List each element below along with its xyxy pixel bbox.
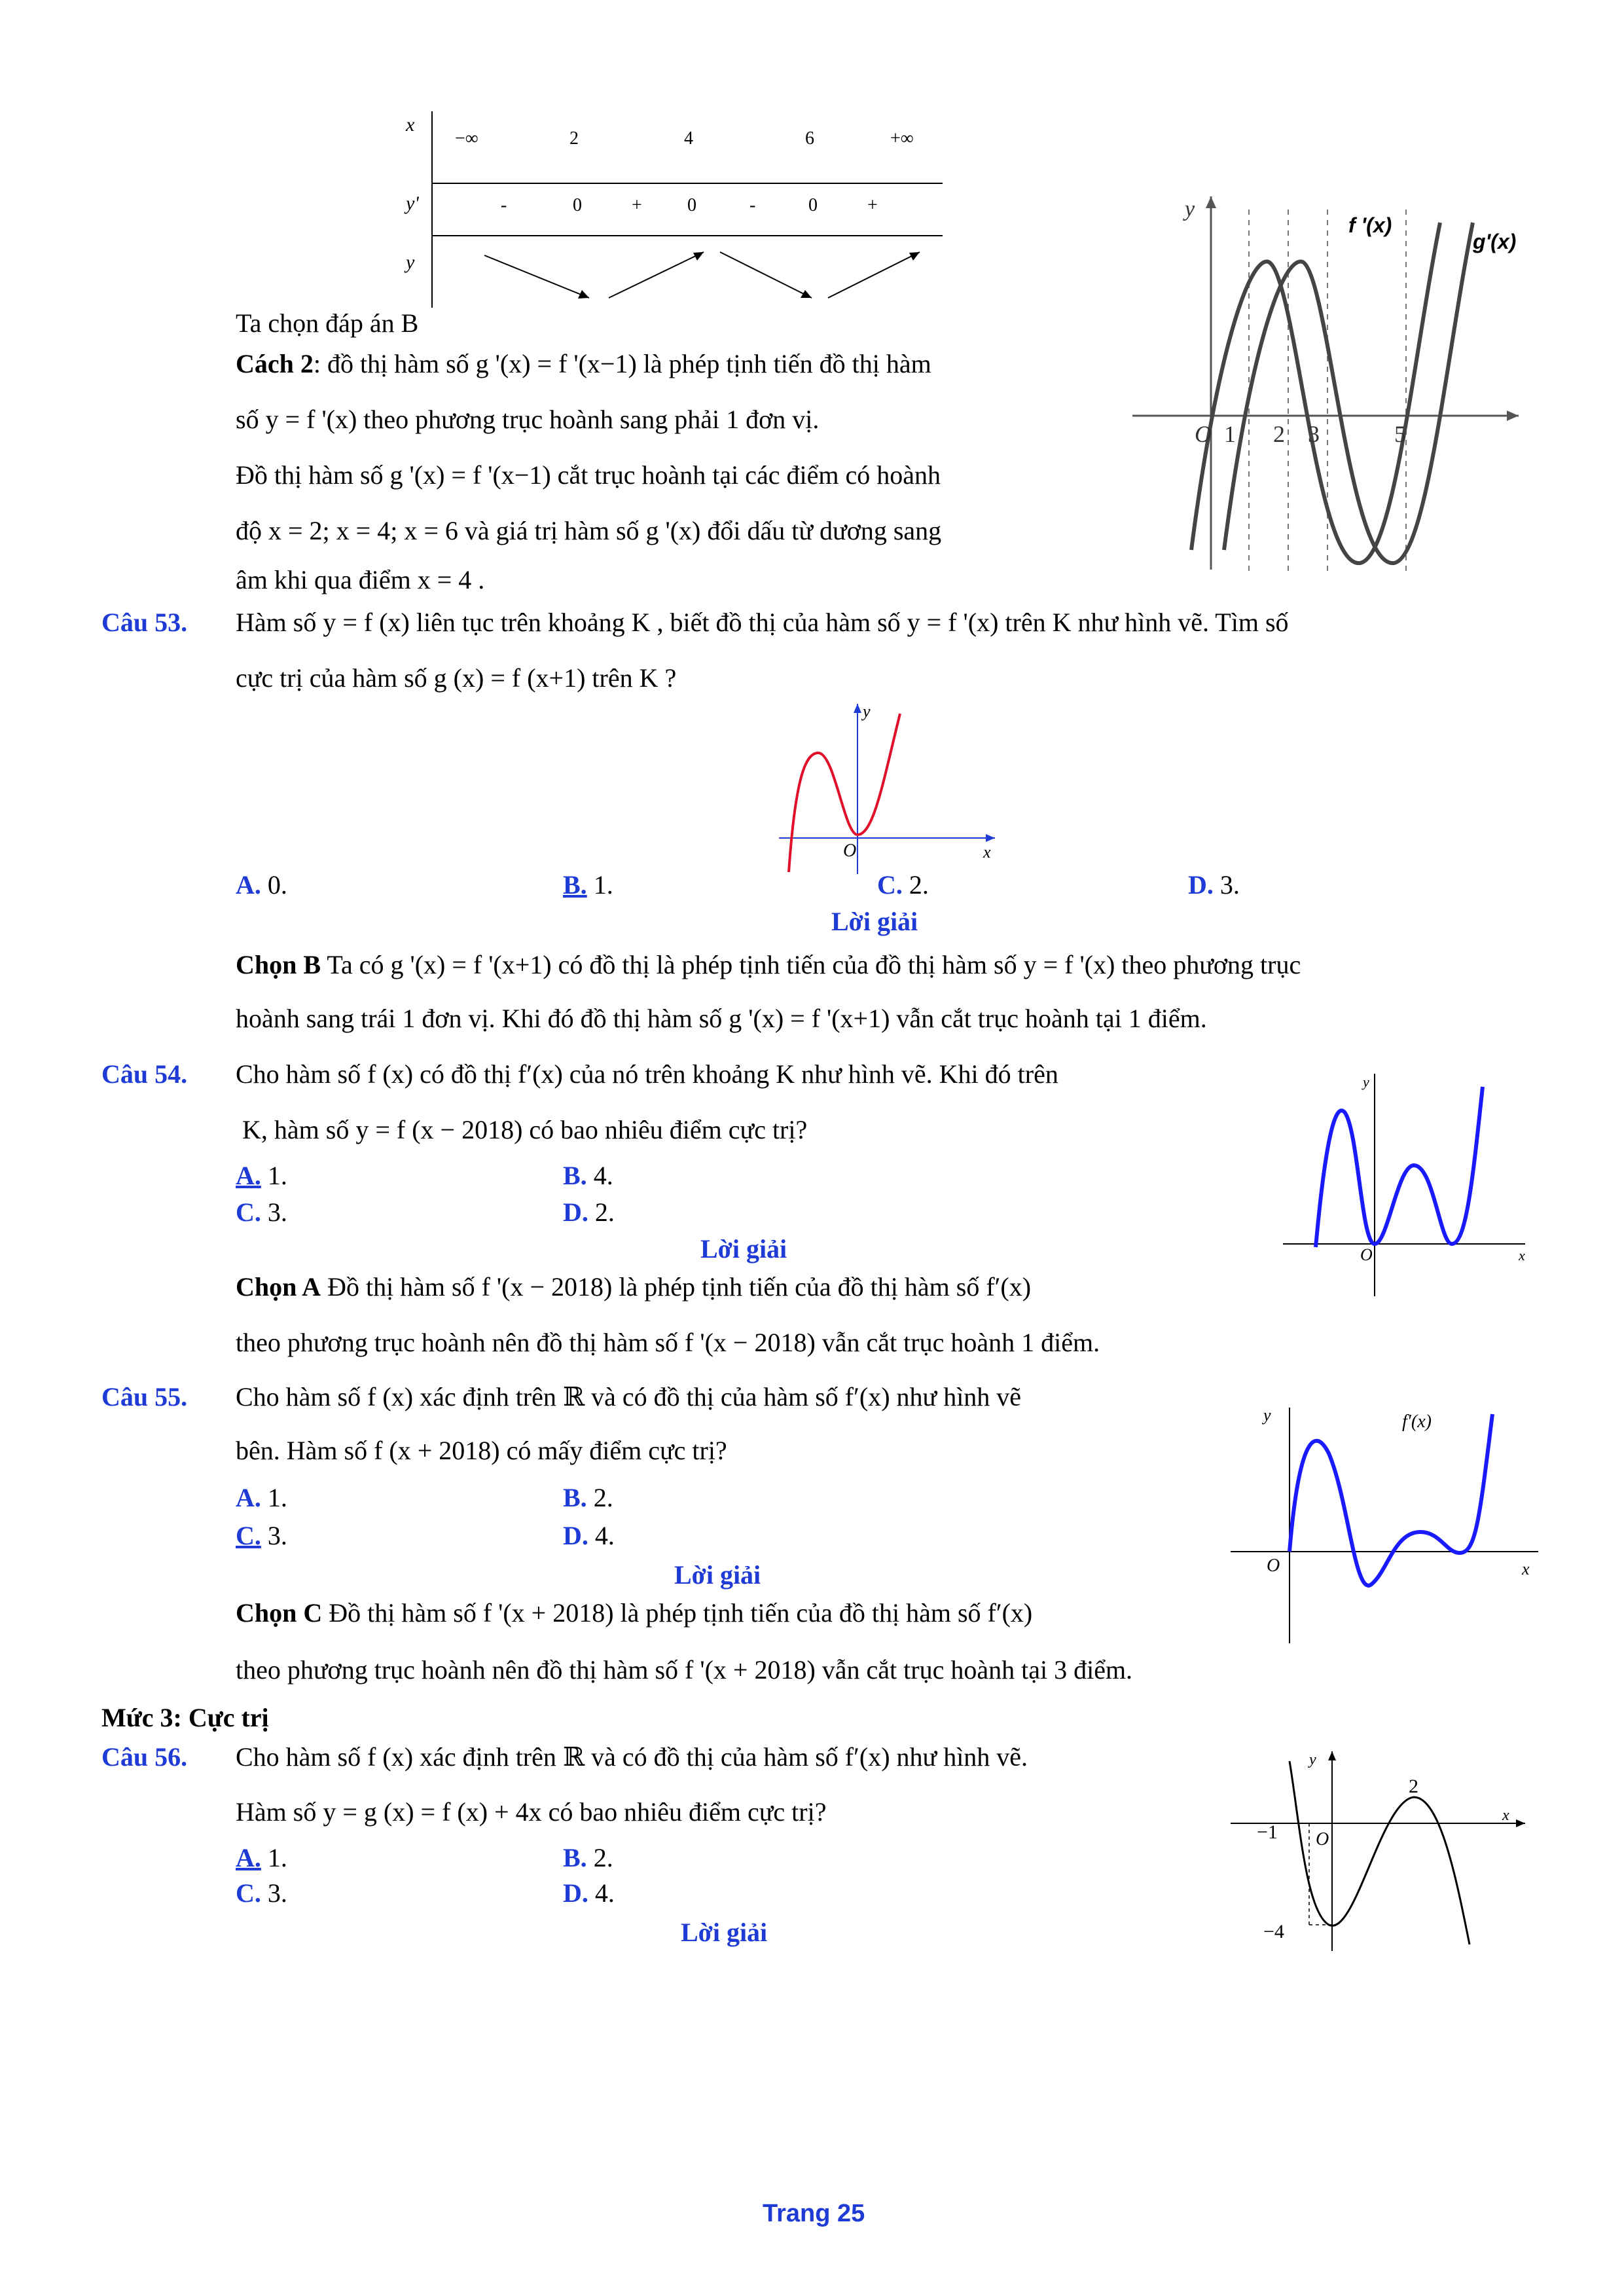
q53-graph-y: y bbox=[863, 702, 871, 721]
q56-option-b-text: 2. bbox=[586, 1843, 613, 1872]
q55-solution-line2: theo phương trục hoành nên đồ thị hàm số f '(x + 2018) vẫn cắt trục hoành tại 3 điểm. bbox=[236, 1655, 1133, 1685]
q53-option-a bbox=[236, 868, 287, 902]
q53-solution-text1: Ta có g '(x) = f '(x+1) có đồ thị là phép tịnh tiến của đồ thị hàm số y = f '(x) theo phương trục bbox=[321, 950, 1301, 979]
q54-line1: Cho hàm số f (x) có đồ thị f′(x) của nó trên khoảng K như hình vẽ. Khi đó trên bbox=[236, 1059, 1058, 1089]
table-sign-4: - bbox=[749, 195, 756, 215]
q55-option-a bbox=[236, 1481, 287, 1515]
table-yprime-label: y' bbox=[406, 192, 419, 214]
q56-option-a-text: 1. bbox=[261, 1843, 287, 1872]
q54-graph bbox=[1283, 1074, 1532, 1303]
q55-solution-text1: Đồ thị hàm số f '(x + 2018) là phép tịnh tiến của đồ thị hàm số f′(x) bbox=[322, 1598, 1033, 1628]
intro-line5: âm khi qua điểm x = 4 . bbox=[236, 565, 485, 594]
q54-option-a-key: A. bbox=[236, 1161, 261, 1190]
q53-line2: cực trị của hàm số g (x) = f (x+1) trên K ? bbox=[236, 663, 677, 693]
q55-option-b-text: 2. bbox=[586, 1483, 613, 1512]
cach2-text: : đồ thị hàm số g '(x) = f '(x−1) là phép tịnh tiến đồ thị hàm bbox=[313, 349, 931, 378]
arrow-down-1 bbox=[484, 255, 589, 298]
q53-graph bbox=[779, 701, 1001, 877]
q53-graph-o: O bbox=[843, 841, 857, 861]
q53-option-b-key: B. bbox=[563, 870, 587, 900]
q53-number: Câu 53. bbox=[101, 608, 188, 637]
table-x-val-2: 4 bbox=[684, 128, 693, 149]
q55-option-d bbox=[563, 1519, 615, 1553]
graph-top-tick-3: 3 bbox=[1308, 421, 1320, 447]
q56-graph-2: 2 bbox=[1409, 1776, 1418, 1797]
q54-option-b bbox=[563, 1159, 613, 1193]
graph-fprime-gprime bbox=[1132, 183, 1525, 576]
q56-line2: Hàm số y = g (x) = f (x) + 4x có bao nhiêu điểm cực trị? bbox=[236, 1797, 827, 1827]
q54-line2: K, hàm số y = f (x − 2018) có bao nhiêu điểm cực trị? bbox=[242, 1115, 808, 1144]
q54-solution-line2: theo phương trục hoành nên đồ thị hàm số f '(x − 2018) vẫn cắt trục hoành 1 điểm. bbox=[236, 1328, 1100, 1357]
table-sign-2: + bbox=[632, 195, 642, 215]
q55-line2: bên. Hàm số f (x + 2018) có mấy điểm cực trị? bbox=[236, 1436, 727, 1465]
q56-option-c-text: 3. bbox=[261, 1878, 287, 1908]
q56-line1: Cho hàm số f (x) xác định trên ℝ và có đồ thị của hàm số f′(x) như hình vẽ. bbox=[236, 1742, 1028, 1772]
level3-title: Mức 3: Cực trị bbox=[101, 1703, 269, 1732]
q56-option-c bbox=[236, 1876, 287, 1910]
q54-option-d-key: D. bbox=[563, 1197, 588, 1227]
q56-option-b bbox=[563, 1841, 613, 1875]
q54-option-c bbox=[236, 1195, 287, 1230]
q56-graph-m4: −4 bbox=[1263, 1921, 1284, 1942]
q54-option-b-key: B. bbox=[563, 1161, 587, 1190]
q55-solution-title: Lời giải bbox=[674, 1560, 761, 1590]
variation-table bbox=[393, 111, 956, 314]
arrow-up-1 bbox=[609, 252, 704, 298]
intro-line3: Đồ thị hàm số g '(x) = f '(x−1) cắt trục hoành tại các điểm có hoành bbox=[236, 460, 941, 490]
q55-graph-o: O bbox=[1267, 1556, 1280, 1576]
intro-line4: độ x = 2; x = 4; x = 6 và giá trị hàm số g '(x) đổi dấu từ dương sang bbox=[236, 516, 942, 545]
q54-solution-line1 bbox=[236, 1270, 1031, 1304]
q56-option-d bbox=[563, 1876, 615, 1910]
q55-option-c bbox=[236, 1519, 287, 1553]
q53-option-c-text: 2. bbox=[902, 870, 929, 900]
q56-option-d-text: 4. bbox=[588, 1878, 615, 1908]
q54-solution-text1: Đồ thị hàm số f '(x − 2018) là phép tịnh tiến của đồ thị hàm số f′(x) bbox=[321, 1272, 1032, 1302]
q54-option-c-key: C. bbox=[236, 1197, 261, 1227]
table-y-label: y bbox=[406, 251, 415, 273]
q55-number: Câu 55. bbox=[101, 1382, 188, 1412]
table-sign-0: - bbox=[501, 195, 507, 215]
q56-graph-x: x bbox=[1502, 1807, 1509, 1824]
q55-option-c-key: C. bbox=[236, 1521, 261, 1550]
table-x-val-3: 6 bbox=[805, 128, 814, 149]
q56-option-c-key: C. bbox=[236, 1878, 261, 1908]
q53-option-b bbox=[563, 868, 613, 902]
q53-option-b-text: 1. bbox=[586, 870, 613, 900]
q55-option-b-key: B. bbox=[563, 1483, 587, 1512]
graph-top-o-label: O bbox=[1195, 421, 1212, 447]
q56-number: Câu 56. bbox=[101, 1742, 188, 1772]
intro-cach2 bbox=[236, 347, 931, 381]
q53-option-a-key: A. bbox=[236, 870, 261, 900]
q56-option-b-key: B. bbox=[563, 1843, 587, 1872]
q54-option-d bbox=[563, 1195, 615, 1230]
table-x-val-1: 2 bbox=[569, 128, 579, 149]
q55-option-c-text: 3. bbox=[261, 1521, 287, 1550]
q55-graph-y: y bbox=[1263, 1406, 1271, 1425]
q53-option-d-text: 3. bbox=[1213, 870, 1240, 900]
table-sign-5: 0 bbox=[808, 195, 818, 215]
q53-solution-line1 bbox=[236, 948, 1301, 982]
intro-line2: số y = f '(x) theo phương trục hoành sang phải 1 đơn vị. bbox=[236, 405, 820, 434]
q54-option-d-text: 2. bbox=[588, 1197, 615, 1227]
q54-solution-title: Lời giải bbox=[700, 1234, 787, 1264]
cach2-label: Cách 2 bbox=[236, 349, 314, 378]
graph-top-tick-2: 2 bbox=[1273, 421, 1285, 447]
q56-graph-o: O bbox=[1316, 1829, 1329, 1850]
table-sign-3: 0 bbox=[687, 195, 696, 215]
q56-graph bbox=[1231, 1748, 1532, 1958]
graph-top-y-label: y bbox=[1185, 197, 1195, 221]
q53-option-a-text: 0. bbox=[261, 870, 287, 900]
q53-option-c-key: C. bbox=[877, 870, 903, 900]
table-sign-1: 0 bbox=[573, 195, 582, 215]
q54-graph-y: y bbox=[1363, 1074, 1369, 1090]
q54-option-a bbox=[236, 1159, 287, 1193]
q53-solution-key: Chọn B bbox=[236, 950, 321, 979]
q53-graph-x: x bbox=[983, 843, 991, 862]
graph-top-tick-5: 5 bbox=[1394, 421, 1406, 447]
q55-graph-x: x bbox=[1522, 1559, 1530, 1578]
q53-line1: Hàm số y = f (x) liên tục trên khoảng K , biết đồ thị của hàm số y = f '(x) trên K như hình vẽ. Tìm số bbox=[236, 608, 1289, 637]
q56-solution-title: Lời giải bbox=[681, 1918, 768, 1947]
q55-solution-key: Chọn C bbox=[236, 1598, 323, 1628]
q54-number: Câu 54. bbox=[101, 1059, 188, 1089]
q54-graph-o: O bbox=[1360, 1245, 1373, 1264]
q54-option-a-text: 1. bbox=[261, 1161, 287, 1190]
table-x-val-0: −∞ bbox=[455, 128, 478, 149]
q54-graph-x: x bbox=[1519, 1247, 1525, 1264]
arrow-up-2 bbox=[828, 252, 920, 298]
graph-top-label-g: g'(x) bbox=[1473, 230, 1517, 253]
arrow-down-2 bbox=[720, 252, 812, 298]
q55-option-a-text: 1. bbox=[261, 1483, 287, 1512]
q55-graph-label: f′(x) bbox=[1402, 1412, 1432, 1432]
graph-top-tick-1: 1 bbox=[1224, 421, 1236, 447]
q55-option-d-text: 4. bbox=[588, 1521, 615, 1550]
q54-solution-key: Chọn A bbox=[236, 1272, 321, 1302]
q56-option-d-key: D. bbox=[563, 1878, 588, 1908]
q55-graph bbox=[1231, 1401, 1545, 1650]
q53-option-d-key: D. bbox=[1188, 870, 1214, 900]
q55-solution-line1 bbox=[236, 1596, 1032, 1630]
table-sign-6: + bbox=[867, 195, 878, 215]
q56-graph-m1: −1 bbox=[1257, 1821, 1278, 1843]
graph-top-label-f: f '(x) bbox=[1348, 213, 1392, 237]
q56-graph-y: y bbox=[1309, 1751, 1316, 1768]
intro-choose: Ta chọn đáp án B bbox=[236, 308, 419, 338]
q54-option-c-text: 3. bbox=[261, 1197, 287, 1227]
q54-option-b-text: 4. bbox=[586, 1161, 613, 1190]
table-x-val-4: +∞ bbox=[890, 128, 914, 149]
q56-option-a-key: A. bbox=[236, 1843, 261, 1872]
table-x-label: x bbox=[406, 114, 415, 136]
q56-option-a bbox=[236, 1841, 287, 1875]
q55-option-d-key: D. bbox=[563, 1521, 588, 1550]
q53-option-c bbox=[877, 868, 929, 902]
q55-line1: Cho hàm số f (x) xác định trên ℝ và có đồ thị của hàm số f′(x) như hình vẽ bbox=[236, 1382, 1022, 1412]
q53-option-d bbox=[1188, 868, 1240, 902]
page-number: Trang 25 bbox=[763, 2200, 865, 2227]
q55-option-a-key: A. bbox=[236, 1483, 261, 1512]
q55-option-b bbox=[563, 1481, 613, 1515]
q53-solution-title: Lời giải bbox=[831, 907, 918, 936]
q53-solution-line2: hoành sang trái 1 đơn vị. Khi đó đồ thị hàm số g '(x) = f '(x+1) vẫn cắt trục hoành tại 1 điểm. bbox=[236, 1004, 1207, 1033]
